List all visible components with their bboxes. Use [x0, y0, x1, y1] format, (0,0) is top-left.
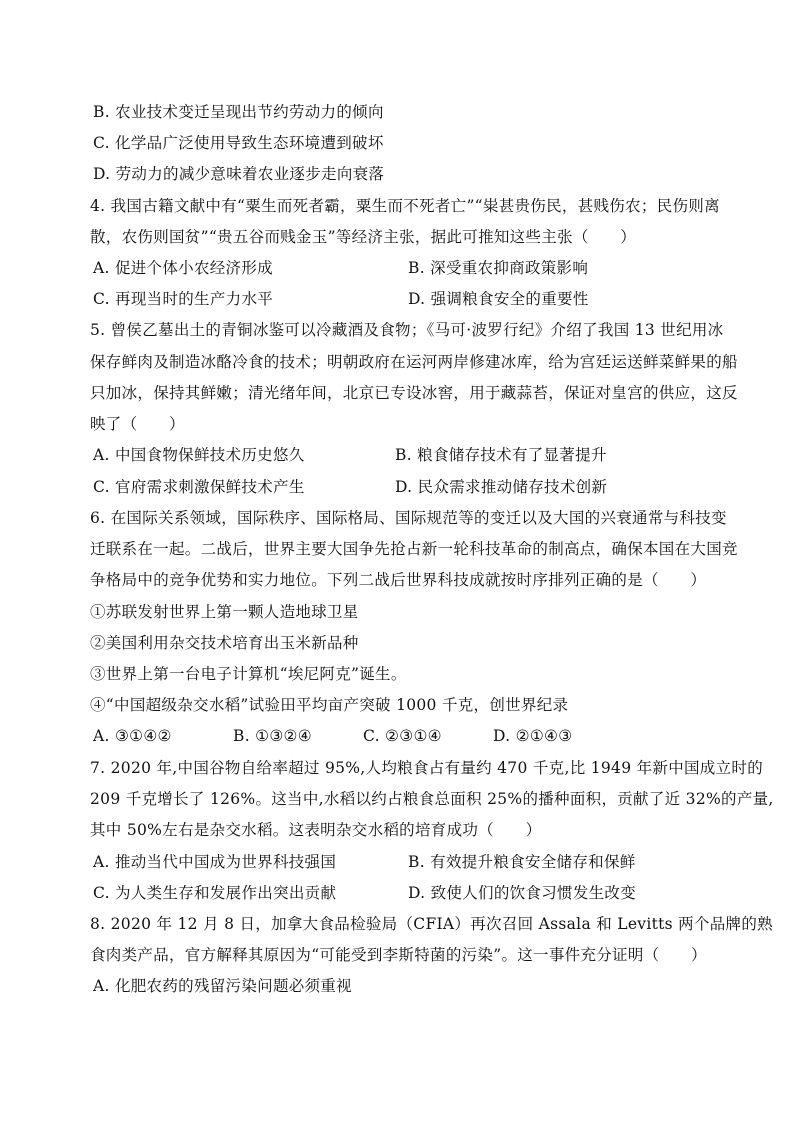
q7-option-b: B. 有效提升粮食安全储存和保鲜 — [408, 853, 636, 871]
q7-option-d: D. 致使人们的饮食习惯发生改变 — [408, 884, 637, 902]
q4-stem-line-1: 4. 我国古籍文献中有“粟生而死者霸，粟生而不死者亡”“粜甚贵伤民，甚贱伤农；民伤则离 — [90, 197, 720, 215]
q6-stem-line-2: 迁联系在一起。二战后，世界主要大国争先抢占新一轮科技革命的制高点，确保本国在大国竞 — [90, 540, 738, 558]
q6-option-d: D. ②①④③ — [493, 727, 573, 745]
q4-option-b: B. 深受重农抑商政策影响 — [408, 259, 589, 277]
q7-stem-line-2: 209 千克增长了 126%。这当中,水稻以约占粮食总面积 25%的播种面积，贡献了近 32%的产量, — [90, 790, 774, 808]
q4-option-c: C. 再现当时的生产力水平 — [93, 290, 274, 308]
q6-option-c: C. ②③①④ — [363, 727, 442, 745]
q3-option-d: D. 劳动力的减少意味着农业逐步走向衰落 — [93, 165, 385, 183]
q8-stem-line-1: 8. 2020 年 12 月 8 日，加拿大食品检验局（CFIA）再次召回 Assala 和 Levitts 两个品牌的熟 — [90, 915, 773, 933]
q6-option-a: A. ③①④② — [93, 727, 172, 745]
q8-option-a: A. 化肥农药的残留污染问题必须重视 — [93, 977, 352, 995]
q7-option-a: A. 推动当代中国成为世界科技强国 — [93, 853, 337, 871]
q6-stem-line-1: 6. 在国际关系领域，国际秩序、国际格局、国际规范等的变迁以及大国的兴衰通常与科技变 — [90, 509, 727, 527]
q7-stem-line-1: 7. 2020 年,中国谷物自给率超过 95%,人均粮食占有量约 470 千克,比 1949 年新中国成立时的 — [90, 759, 763, 777]
q4-stem-line-2: 散，农伤则国贫”“贵五谷而贱金玉”等经济主张，据此可推知这些主张（ ） — [90, 228, 637, 246]
q3-option-c: C. 化学品广泛使用导致生态环境遭到破坏 — [93, 134, 384, 152]
q7-stem-line-3: 其中 50%左右是杂交水稻。这表明杂交水稻的培育成功（ ） — [90, 821, 542, 839]
q6-item-1: ①苏联发射世界上第一颗人造地球卫星 — [90, 603, 359, 621]
q6-item-2: ②美国利用杂交技术培育出玉米新品种 — [90, 634, 359, 652]
q7-option-c: C. 为人类生存和发展作出突出贡献 — [93, 884, 337, 902]
q6-stem-line-3: 争格局中的竞争优势和实力地位。下列二战后世界科技成就按时序排列正确的是（ ） — [90, 571, 707, 589]
q5-stem-line-2: 保存鲜肉及制造冰酪冷食的技术；明朝政府在运河两岸修建冰库，给为宫廷运送鲜菜鲜果的船 — [90, 353, 738, 371]
q5-option-a: A. 中国食物保鲜技术历史悠久 — [93, 446, 305, 464]
q5-stem-line-3: 只加冰，保持其鲜嫩；清光绪年间，北京已专设冰窖，用于藏蒜苔，保证对皇宫的供应，这反 — [90, 384, 738, 402]
q5-stem-line-4: 映了（ ） — [90, 415, 185, 433]
q4-option-d: D. 强调粮食安全的重要性 — [408, 290, 589, 308]
q5-stem-line-1: 5. 曾侯乙墓出土的青铜冰鉴可以冷藏酒及食物；《马可·波罗行纪》介绍了我国 13 世纪用冰 — [90, 321, 724, 339]
q6-option-b: B. ①③②④ — [233, 727, 312, 745]
q5-option-b: B. 粮食储存技术有了显著提升 — [395, 446, 607, 464]
q6-item-3: ③世界上第一台电子计算机“埃尼阿克”诞生。 — [90, 665, 407, 683]
q3-option-b: B. 农业技术变迁呈现出节约劳动力的倾向 — [93, 103, 384, 121]
q4-option-a: A. 促进个体小农经济形成 — [93, 259, 273, 277]
q6-item-4: ④“中国超级杂交水稻”试验田平均亩产突破 1000 千克，创世界纪录 — [90, 696, 569, 714]
q5-option-c: C. 官府需求刺激保鲜技术产生 — [93, 478, 305, 496]
q8-stem-line-2: 食肉类产品，官方解释其原因为“可能受到李斯特菌的污染”。这一事件充分证明（ ） — [90, 946, 707, 964]
q5-option-d: D. 民众需求推动储存技术创新 — [395, 478, 608, 496]
